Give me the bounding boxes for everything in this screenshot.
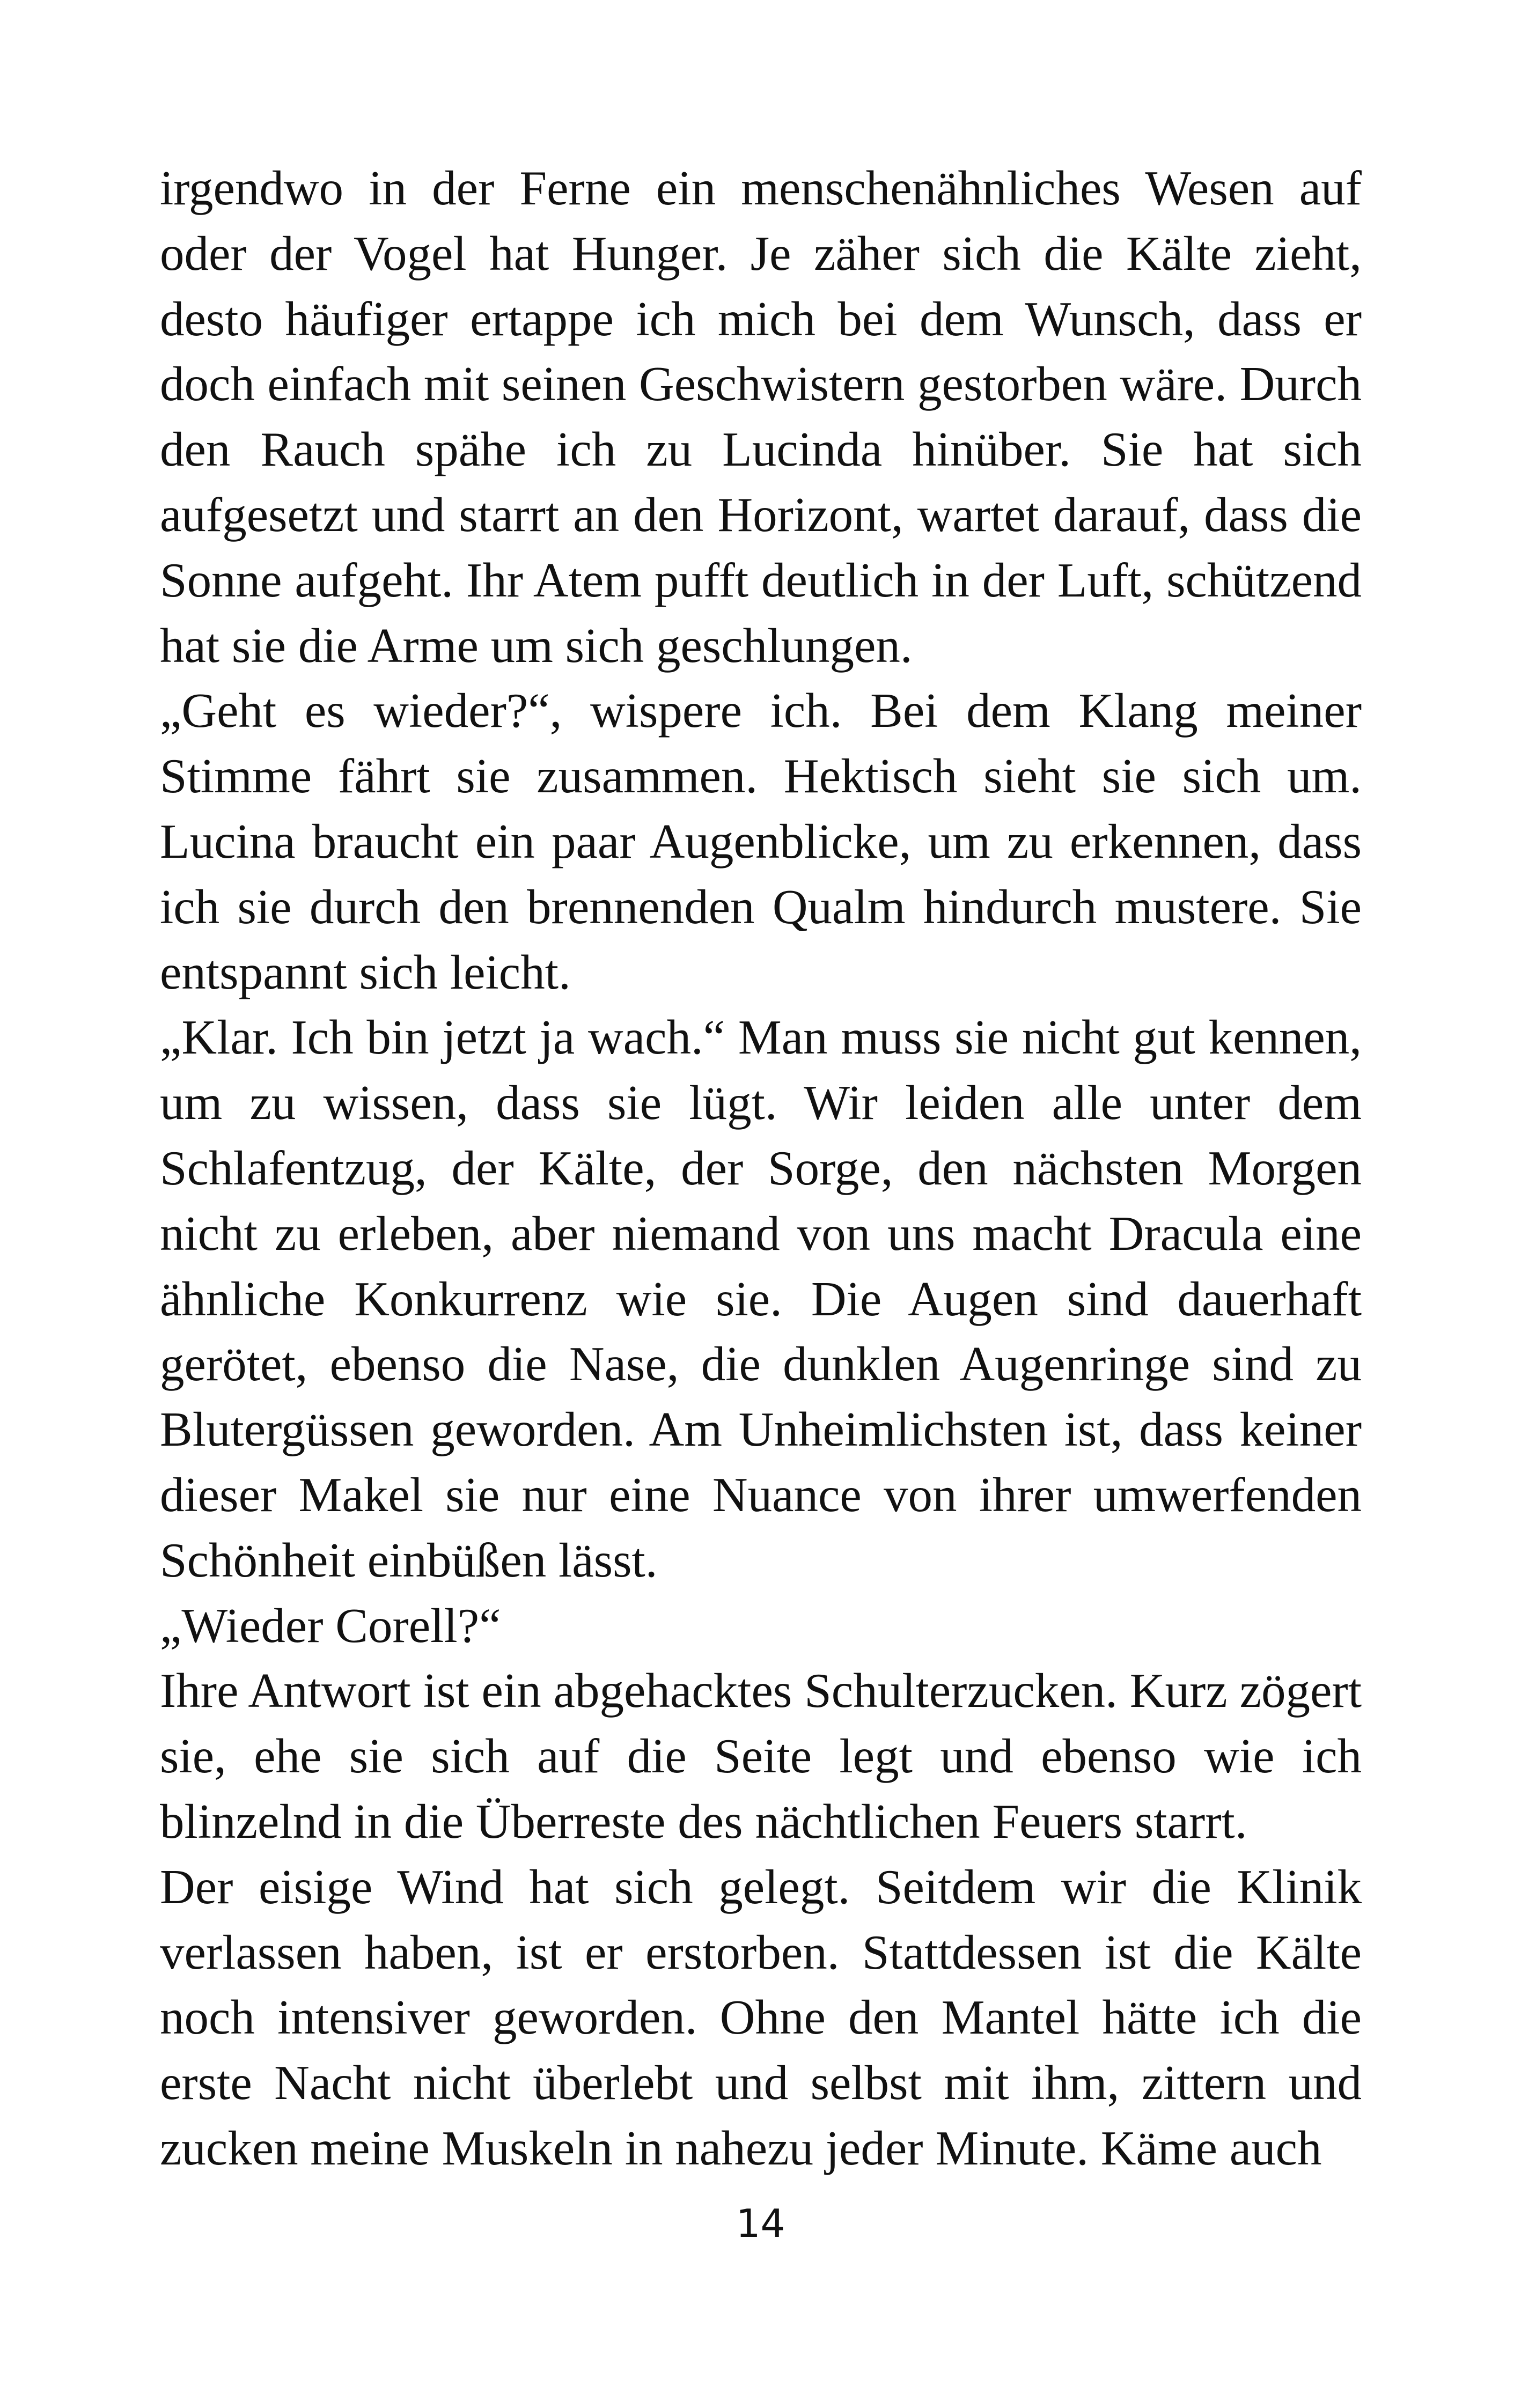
paragraph: Der eisige Wind hat sich gelegt. Seitdem wir die Klinik verlassen haben, ist er erstorben. Stattdessen ist die Kälte noch intensiver geworden. Ohne den Mantel hätte ich die erste Nacht nicht überlebt und selbst mit ihm, zittern und zucken meine Muskeln in nahezu jeder Minute. Käme auch [160, 1859, 1362, 2175]
paragraph: Ihre Antwort ist ein abgehacktes Schulterzucken. Kurz zögert sie, ehe sie sich auf die Seite legt und ebenso wie ich blinzelnd in die Überreste des nächtlichen Feuers starrt. [160, 1663, 1362, 1849]
paragraph: „Geht es wieder?“, wispere ich. Bei dem Klang meiner Stimme fährt sie zusammen. Hektisch sieht sie sich um. Lucina braucht ein paar Augenblicke, um zu erkennen, dass ich sie durch den brennenden Qualm hindurch mustere. Sie entspannt sich leicht. [160, 683, 1362, 999]
paragraph: „Klar. Ich bin jetzt ja wach.“ Man muss sie nicht gut kennen, um zu wissen, dass sie lügt. Wir leiden alle unter dem Schlafentzug, der Kälte, der Sorge, den nächsten Morgen nicht zu erleben, aber niemand von uns macht Dracula eine ähnliche Konkurrenz wie sie. Die Augen sind dauerhaft gerötet, ebenso die Nase, die dunklen Augenringe sind zu Blutergüssen geworden. Am Unheimlichsten ist, dass keiner dieser Makel sie nur eine Nuance von ihrer umwerfenden Schönheit einbüßen lässt. [160, 1010, 1362, 1587]
body-text [160, 156, 1362, 2181]
page-number: 14 [736, 2201, 785, 2246]
paragraph: irgendwo in der Ferne ein menschenähnliches Wesen auf oder der Vogel hat Hunger. Je zäher sich die Kälte zieht, desto häufiger ertappe ich mich bei dem Wunsch, dass er doch einfach mit seinen Geschwistern gestorben wäre. Durch den Rauch spähe ich zu Lucinda hinüber. Sie hat sich aufgesetzt und starrt an den Horizont, wartet darauf, dass die Sonne aufgeht. Ihr Atem pufft deutlich in der Luft, schützend hat sie die Arme um sich geschlungen. [160, 161, 1362, 673]
paragraph: „Wieder Corell?“ [160, 1598, 501, 1653]
